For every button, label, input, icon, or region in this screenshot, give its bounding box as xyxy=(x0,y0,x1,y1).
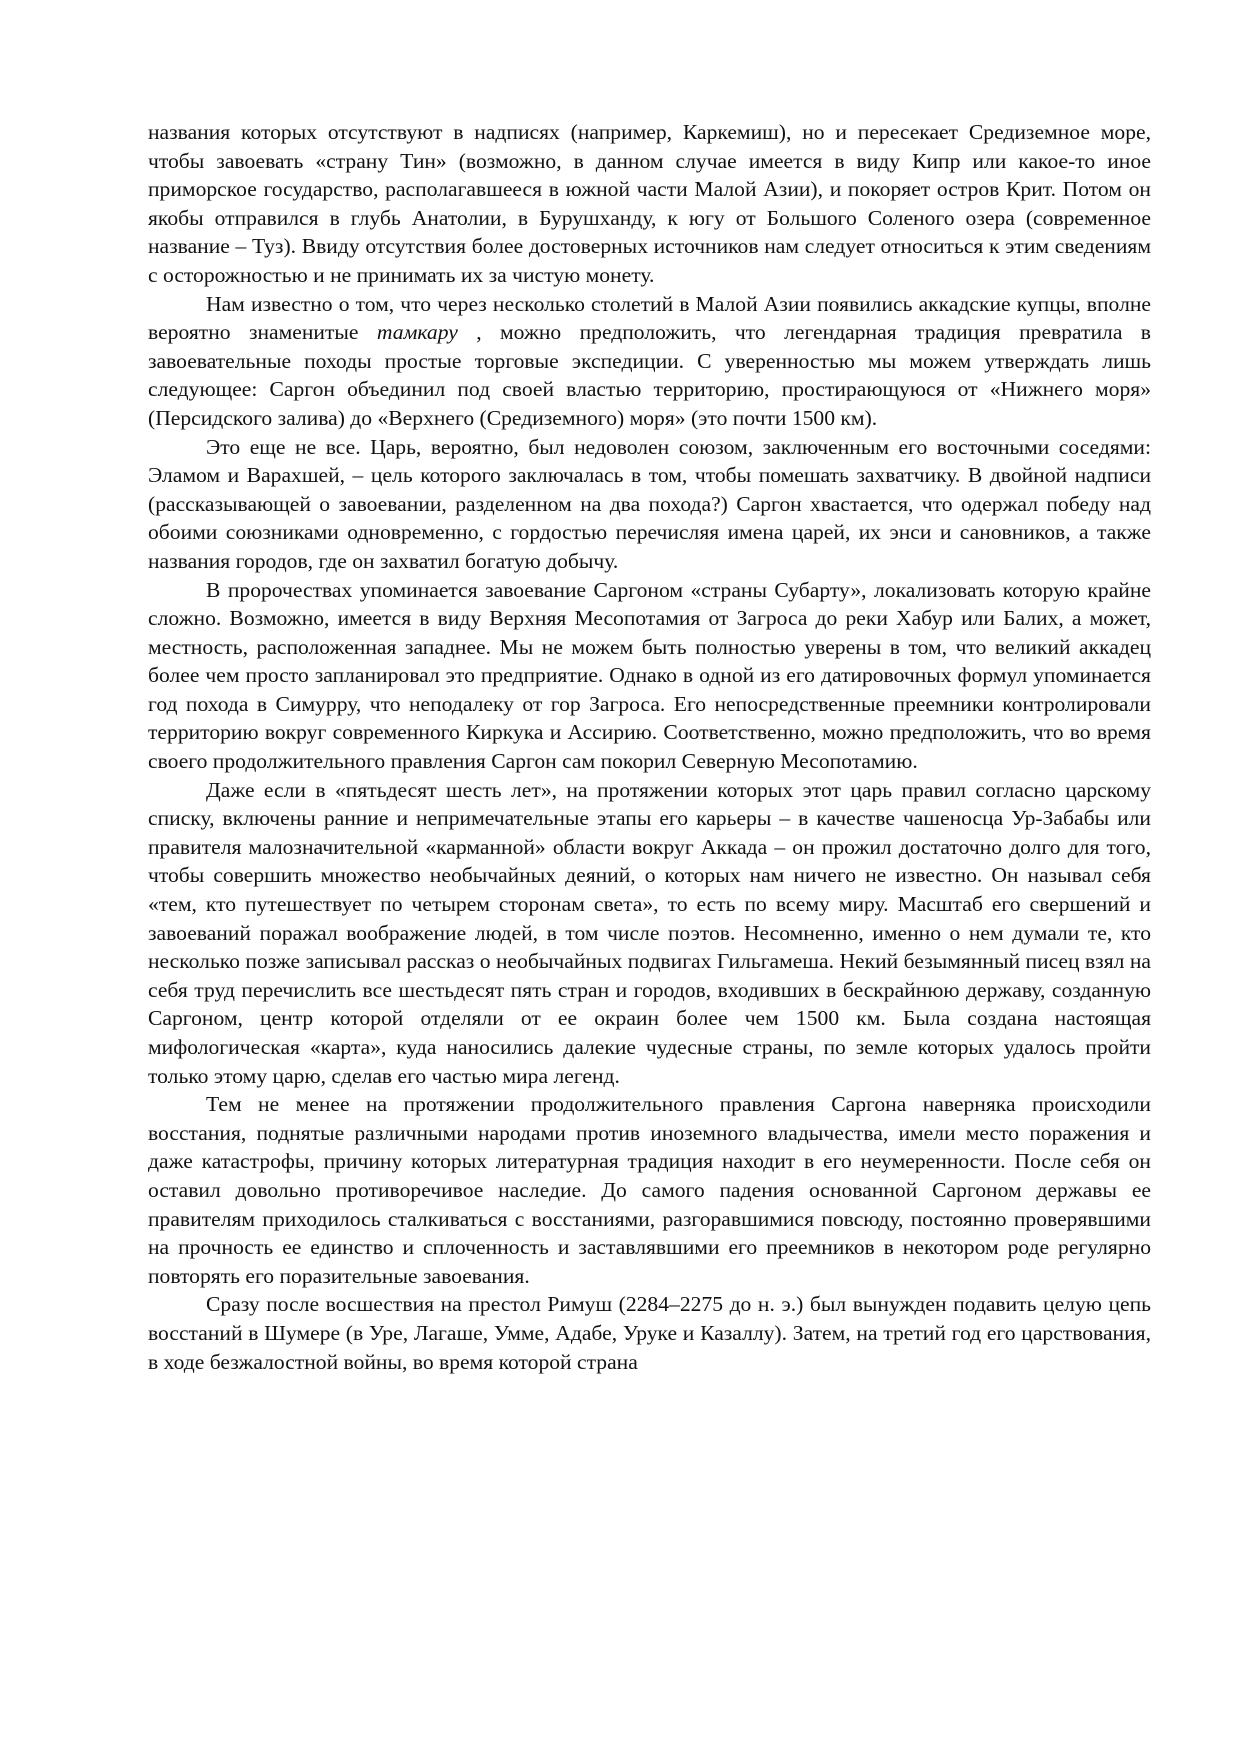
paragraph-text: Даже если в «пятьдесят шесть лет», на протяжении которых этот царь правил согласно царскому списку, включены ранние и непримечательные этапы его карьеры – в качестве чашеносца Ур-Забабы или правителя малозначительной «карманной» области вокруг Аккада – он прожил достаточно долго для того, чтобы совершить множество необычайных деяний, о которых нам ничего не известно. Он называл себя «тем, кто путешествует по четырем сторонам света», то есть по всему миру. Масштаб его свершений и завоеваний поражал воображение людей, в том числе поэтов. Несомненно, именно о нем думали те, кто несколько позже записывал рассказ о необычайных подвигах Гильгамеша. Некий безымянный писец взял на себя труд перечислить все шестьдесят пять стран и городов, входивших в бескрайнюю державу, созданную Саргоном, центр которой отделяли от ее окраин более чем 1500 км. Была создана настоящая мифологическая «карта», куда наносились далекие чудесные страны, по земле которых удалось пройти только этому царю, сделав его частью мира легенд. xyxy=(148,777,1151,1088)
paragraph-text: названия которых отсутствуют в надписях (например, Каркемиш), но и пересекает Средиземное море, чтобы завоевать «страну Тин» (возможно, в данном случае имеется в виду Кипр или какое-то иное приморское государство, располагавшееся в южной части Малой Азии), и покоряет остров Крит. Потом он якобы отправился в глубь Анатолии, в Бурушханду, к югу от Большого Соленого озера (современное название – Туз). Ввиду отсутствия более достоверных источников нам следует относиться к этим сведениям с осторожностью и не принимать их за чистую монету. xyxy=(148,120,1151,287)
paragraph-3 xyxy=(148,433,1151,576)
paragraph-text: Тем не менее на протяжении продолжительного правления Саргона наверняка происходили восстания, поднятые различными народами против иноземного владычества, имели место поражения и даже катастрофы, причину которых литературная традиция находит в его неумеренности. После себя он оставил довольно противоречивое наследие. До самого падения основанной Саргоном державы ее правителям приходилось сталкиваться с восстаниями, разгоравшимися повсюду, постоянно проверявшими на прочность ее единство и сплоченность и заставлявшими его преемников в некотором роде регулярно повторять его поразительные завоевания. xyxy=(148,1092,1151,1288)
paragraph-6 xyxy=(148,1090,1151,1290)
paragraph-2 xyxy=(148,290,1151,433)
paragraph-5 xyxy=(148,776,1151,1091)
paragraph-7 xyxy=(148,1290,1151,1376)
paragraph-text: Сразу после восшествия на престол Римуш (2284–2275 до н. э.) был вынужден подавить целую цепь восстаний в Шумере (в Уре, Лагаше, Умме, Адабе, Уруке и Казаллу). Затем, на третий год его царствования, в ходе безжалостной войны, во время которой страна xyxy=(148,1292,1151,1374)
paragraph-text: Это еще не все. Царь, вероятно, был недоволен союзом, заключенным его восточными соседями: Эламом и Варахшей, – цель которого заключалась в том, чтобы помешать захватчику. В двойной надписи (рассказывающей о завоевании, разделенном на два похода?) Саргон хвастается, что одержал победу над обоими союзниками одновременно, с гордостью перечисляя имена царей, их энси и сановников, а также названия городов, где он захватил богатую добычу. xyxy=(148,434,1151,573)
paragraph-text: В пророчествах упоминается завоевание Саргоном «страны Субарту», локализовать которую крайне сложно. Возможно, имеется в виду Верхняя Месопотамия от Загроса до реки Хабур или Балих, а может, местность, расположенная западнее. Мы не можем быть полностью уверены в том, что великий аккадец более чем просто запланировал это предприятие. Однако в одной из его датировочных формул упоминается год похода в Симурру, что неподалеку от гор Загроса. Его непосредственные преемники контролировали территорию вокруг современного Киркука и Ассирию. Соответственно, можно предположить, что во время своего продолжительного правления Саргон сам покорил Северную Месопотамию. xyxy=(148,577,1151,774)
paragraph-text: , можно предположить, что легендарная традиция превратила в завоевательные походы простые торговые экспедиции. С уверенностью мы можем утверждать лишь следующее: Саргон объединил под своей властью территорию, простирающуюся от «Нижнего моря» (Персидского залива) до «Верхнего (Средиземного) моря» (это почти 1500 км). xyxy=(148,320,1151,430)
paragraph-1 xyxy=(148,118,1151,290)
document-body xyxy=(148,118,1151,1376)
paragraph-4 xyxy=(148,576,1151,776)
paragraph-text: Нам известно о том, что через несколько столетий в Малой Азии появились аккадские купцы, вполне вероятно знаменитые xyxy=(148,291,1151,345)
italic-term: тамкару xyxy=(376,320,458,345)
